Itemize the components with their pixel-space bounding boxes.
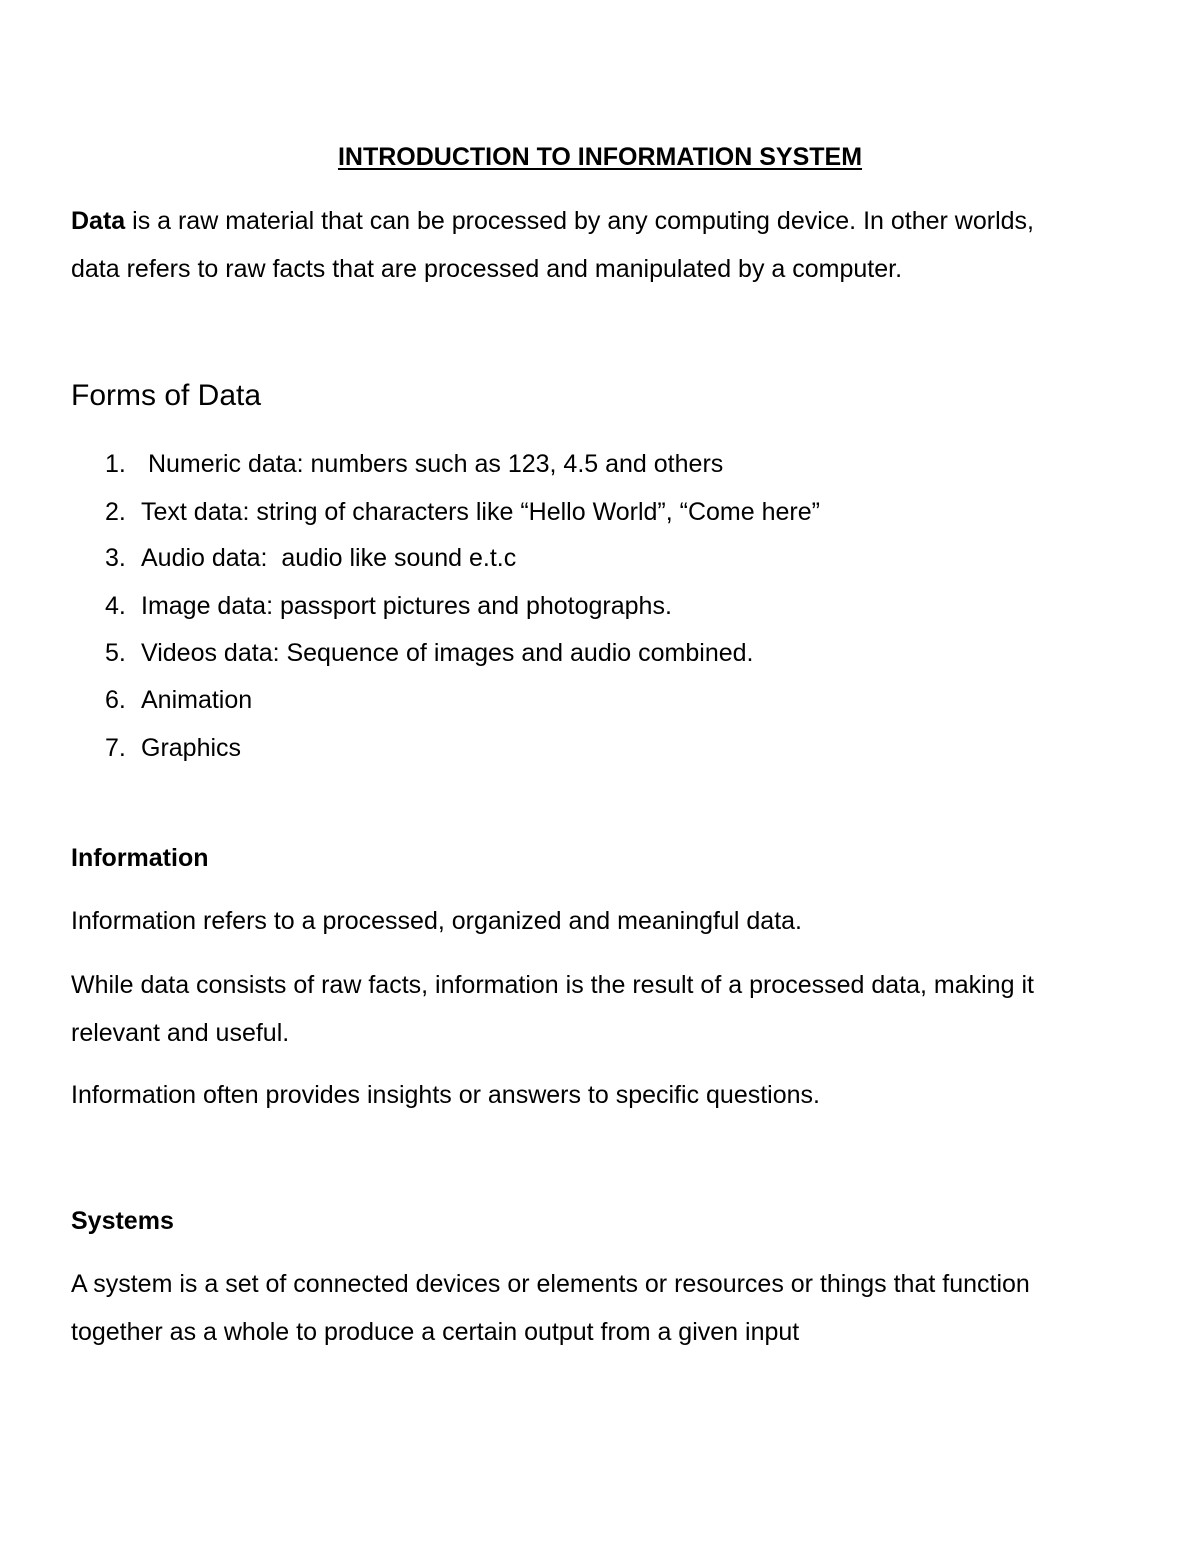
list-item-number: 7.	[105, 734, 126, 762]
list-item	[105, 591, 672, 621]
list-item-text: Audio data: audio like sound e.t.c	[141, 544, 517, 572]
list-item-text: Text data: string of characters like “Hello World”, “Come here”	[141, 498, 820, 526]
intro-line-1-text: is a raw material that can be processed by any computing device. In other worlds,	[125, 207, 1034, 235]
list-item	[105, 685, 252, 715]
list-item-text: Videos data: Sequence of images and audio combined.	[141, 639, 754, 667]
list-item	[105, 733, 241, 763]
list-item-text: Image data: passport pictures and photographs.	[141, 592, 672, 620]
list-item-number: 1.	[105, 450, 126, 478]
list-item-text: Animation	[141, 686, 253, 714]
information-heading: Information	[71, 844, 209, 872]
systems-heading: Systems	[71, 1207, 174, 1235]
list-item	[105, 543, 516, 573]
list-item	[105, 638, 753, 668]
list-item-text: Numeric data: numbers such as 123, 4.5 and others	[141, 450, 724, 478]
page-title: INTRODUCTION TO INFORMATION SYSTEM	[337, 143, 863, 171]
list-item-text: Graphics	[141, 734, 242, 762]
list-item-number: 5.	[105, 639, 126, 667]
systems-paragraph-line-2: together as a whole to produce a certain output from a given input	[71, 1318, 800, 1346]
information-paragraph-2-line-2: relevant and useful.	[71, 1019, 290, 1047]
intro-line-2: data refers to raw facts that are processed and manipulated by a computer.	[71, 255, 903, 283]
list-item-number: 6.	[105, 686, 126, 714]
list-item	[105, 449, 723, 479]
systems-paragraph-line-1: A system is a set of connected devices or elements or resources or things that function	[71, 1270, 1030, 1298]
list-item-number: 4.	[105, 592, 126, 620]
intro-term: Data	[71, 207, 126, 235]
forms-of-data-heading: Forms of Data	[71, 379, 262, 412]
list-item-number: 2.	[105, 498, 126, 526]
list-item	[105, 497, 820, 527]
information-paragraph-1: Information refers to a processed, organized and meaningful data.	[71, 907, 802, 935]
information-paragraph-3: Information often provides insights or answers to specific questions.	[71, 1081, 820, 1109]
information-paragraph-2-line-1: While data consists of raw facts, information is the result of a processed data, making it	[71, 971, 1034, 999]
list-item-number: 3.	[105, 544, 126, 572]
intro-line-1	[71, 206, 1034, 236]
